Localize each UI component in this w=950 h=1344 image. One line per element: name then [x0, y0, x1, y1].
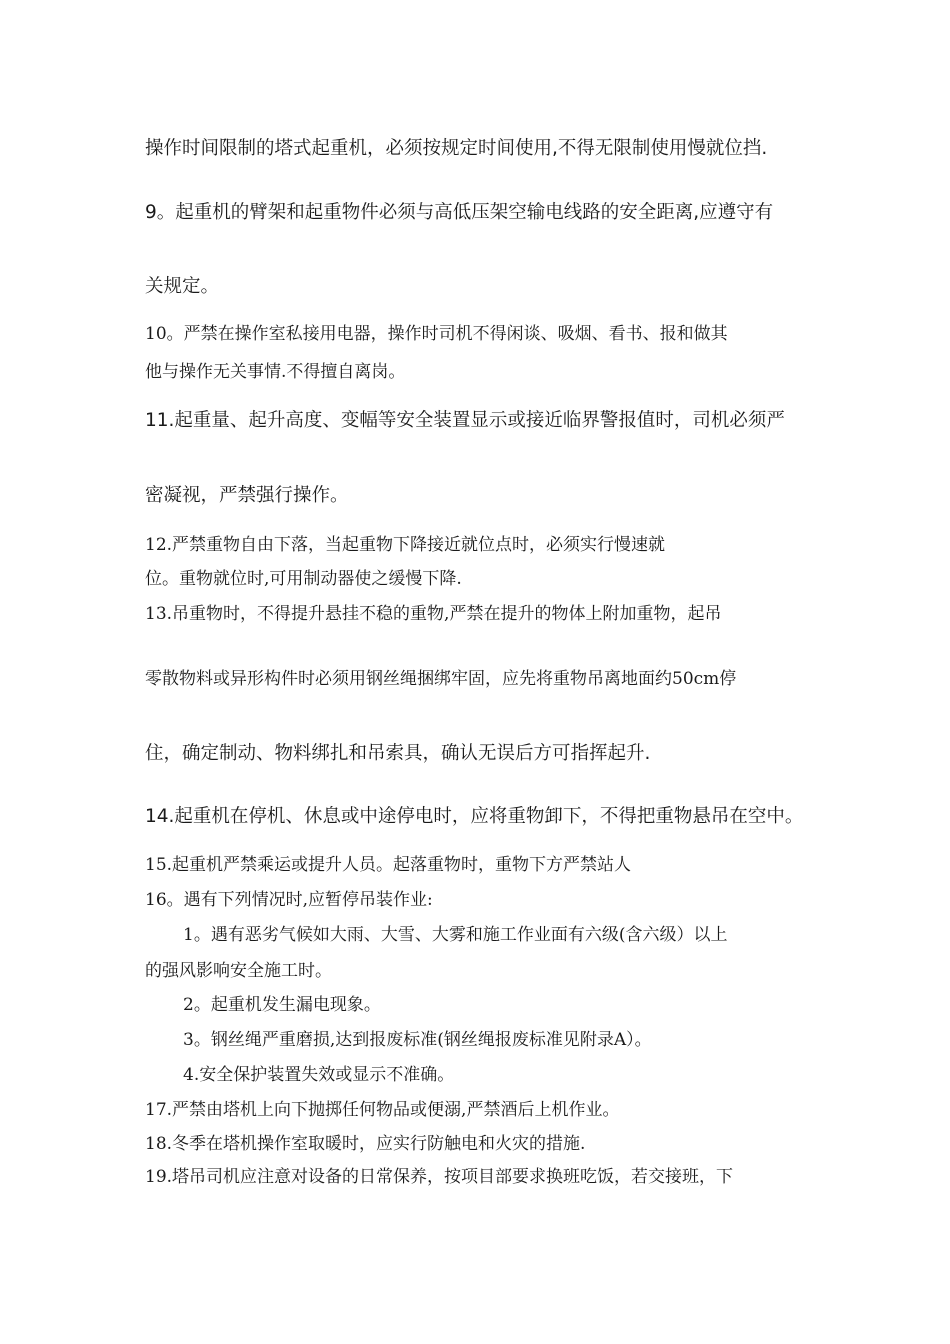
- text-line: 18.冬季在塔机操作室取暖时，应实行防触电和火灾的措施.: [145, 1134, 586, 1154]
- text-line: 13.吊重物时，不得提升悬挂不稳的重物,严禁在提升的物体上附加重物，起吊: [145, 604, 722, 624]
- text-line: 3。钢丝绳严重磨损,达到报废标准(钢丝绳报废标准见附录A）。: [183, 1030, 652, 1050]
- text-line: 10。严禁在操作室私接用电器，操作时司机不得闲谈、吸烟、看书、报和做其: [145, 324, 728, 344]
- text-line: 2。起重机发生漏电现象。: [183, 995, 381, 1015]
- text-line: 住，确定制动、物料绑扎和吊索具，确认无误后方可指挥起升.: [145, 743, 651, 764]
- text-line: 关规定。: [145, 276, 220, 297]
- text-line: 16。遇有下列情况时,应暂停吊装作业:: [145, 890, 433, 910]
- text-line: 1。遇有恶劣气候如大雨、大雪、大雾和施工作业面有六级(含六级）以上: [183, 925, 728, 945]
- text-line: 12.严禁重物自由下落，当起重物下降接近就位点时，必须实行慢速就: [145, 535, 666, 555]
- text-line: 操作时间限制的塔式起重机，必须按规定时间使用,不得无限制使用慢就位挡.: [145, 138, 768, 159]
- text-line: 他与操作无关事情.不得擅自离岗。: [145, 362, 406, 382]
- text-line: 11.起重量、起升高度、变幅等安全装置显示或接近临界警报值时，司机必须严: [145, 410, 785, 431]
- text-line: 的强风影响安全施工时。: [145, 961, 332, 981]
- text-line: 19.塔吊司机应注意对设备的日常保养，按项目部要求换班吃饭，若交接班，下: [145, 1167, 734, 1187]
- text-line: 17.严禁由塔机上向下抛掷任何物品或便溺,严禁酒后上机作业。: [145, 1100, 620, 1120]
- text-line: 密凝视，严禁强行操作。: [145, 485, 349, 506]
- text-line: 15.起重机严禁乘运或提升人员。起落重物时，重物下方严禁站人: [145, 855, 632, 875]
- text-line: 14.起重机在停机、休息或中途停电时，应将重物卸下，不得把重物悬吊在空中。: [145, 806, 804, 827]
- text-line: 零散物料或异形构件时必须用钢丝绳捆绑牢固，应先将重物吊离地面约50cm停: [145, 669, 737, 689]
- text-line: 位。重物就位时,可用制动器使之缓慢下降.: [145, 569, 462, 589]
- text-line: 4.安全保护装置失效或显示不准确。: [183, 1065, 455, 1085]
- text-line: 9。起重机的臂架和起重物件必须与高低压架空输电线路的安全距离,应遵守有: [145, 202, 774, 223]
